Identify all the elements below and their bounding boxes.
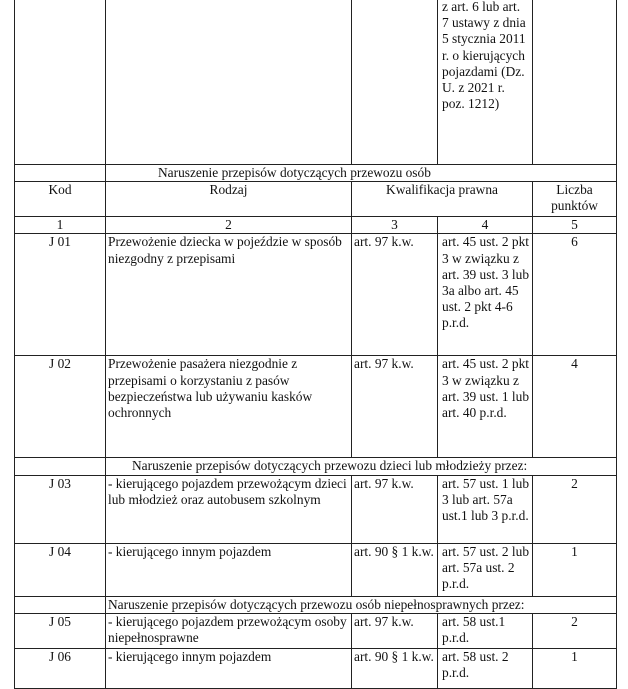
cell-pkt — [533, 0, 617, 165]
header-liczba: Liczba punktów — [533, 182, 617, 217]
cell-kod: J 03 — [15, 475, 106, 543]
column-number: 5 — [533, 217, 617, 234]
cell-kod: J 04 — [15, 543, 106, 596]
column-number-row — [15, 217, 617, 234]
section-row — [15, 596, 617, 613]
cell-prd: art. 45 ust. 2 pkt 3 w związku z art. 39 ust. 1 lub art. 40 p.r.d. — [438, 356, 533, 458]
cell-art: art. 90 § 1 k.w. — [352, 543, 438, 596]
cell-rodzaj: - kierującego pojazdem przewożącym osoby niepełnosprawne — [106, 613, 352, 648]
header-kwalifikacja: Kwalifikacja prawna — [352, 182, 533, 217]
cell-pkt: 4 — [533, 356, 617, 458]
section-title: Naruszenie przepisów dotyczących przewozu osób — [106, 165, 617, 182]
section-row — [15, 458, 617, 475]
cell-art: art. 97 k.w. — [352, 356, 438, 458]
section-row — [15, 165, 617, 182]
cell-rodzaj: Przewożenie pasażera niezgodnie z przepisami o korzystaniu z pasów bezpieczeństwa lub używaniu kasków ochronnych — [106, 356, 352, 458]
cell-rodzaj: Przewożenie dziecka w pojeździe w sposób niezgodny z przepisami — [106, 234, 352, 356]
cell-art — [352, 0, 438, 165]
cell-rodzaj: - kierującego innym pojazdem — [106, 648, 352, 688]
column-number: 2 — [106, 217, 352, 234]
cell-pkt: 6 — [533, 234, 617, 356]
cell-prd: z art. 6 lub art. 7 ustawy z dnia 5 stycznia 2011 r. o kierujących pojazdami (Dz. U. z 2021 r. poz. 1212) — [438, 0, 533, 165]
cell-prd: art. 58 ust. 2 p.r.d. — [438, 648, 533, 688]
cell-kod: J 01 — [15, 234, 106, 356]
table-row — [15, 613, 617, 648]
cell-pkt: 2 — [533, 613, 617, 648]
penalty-points-table — [14, 0, 617, 689]
column-number: 4 — [438, 217, 533, 234]
cell-prd: art. 45 ust. 2 pkt 3 w związku z art. 39 ust. 3 lub 3a albo art. 45 ust. 2 pkt 4-6 p.r.d. — [438, 234, 533, 356]
cell-art: art. 90 § 1 k.w. — [352, 648, 438, 688]
cell-kod — [15, 165, 106, 182]
cell-art: art. 97 k.w. — [352, 613, 438, 648]
section-title: Naruszenie przepisów dotyczących przewozu osób niepełnosprawnych przez: — [106, 596, 617, 613]
cell-pkt: 2 — [533, 475, 617, 543]
cell-kod: J 02 — [15, 356, 106, 458]
cell-rodzaj — [106, 0, 352, 165]
header-rodzaj: Rodzaj — [106, 182, 352, 217]
column-number: 3 — [352, 217, 438, 234]
cell-pkt: 1 — [533, 648, 617, 688]
section-title: Naruszenie przepisów dotyczących przewozu dzieci lub młodzieży przez: — [106, 458, 617, 475]
table-row — [15, 648, 617, 688]
header-kod: Kod — [15, 182, 106, 217]
cell-rodzaj: - kierującego pojazdem przewożącym dzieci lub młodzież oraz autobusem szkolnym — [106, 475, 352, 543]
cell-kod — [15, 458, 106, 475]
cell-kod: J 06 — [15, 648, 106, 688]
cell-kod — [15, 0, 106, 165]
cell-pkt: 1 — [533, 543, 617, 596]
cell-kod — [15, 596, 106, 613]
table-row — [15, 543, 617, 596]
cell-prd: art. 58 ust.1 p.r.d. — [438, 613, 533, 648]
cell-prd: art. 57 ust. 2 lub art. 57a ust. 2 p.r.d. — [438, 543, 533, 596]
table-row — [15, 0, 617, 165]
cell-rodzaj: - kierującego innym pojazdem — [106, 543, 352, 596]
cell-kod: J 05 — [15, 613, 106, 648]
column-number: 1 — [15, 217, 106, 234]
cell-prd: art. 57 ust. 1 lub 3 lub art. 57a ust.1 lub 3 p.r.d. — [438, 475, 533, 543]
cell-art: art. 97 k.w. — [352, 234, 438, 356]
table-row — [15, 234, 617, 356]
table-row — [15, 356, 617, 458]
header-row — [15, 182, 617, 217]
table-row — [15, 475, 617, 543]
cell-art: art. 97 k.w. — [352, 475, 438, 543]
